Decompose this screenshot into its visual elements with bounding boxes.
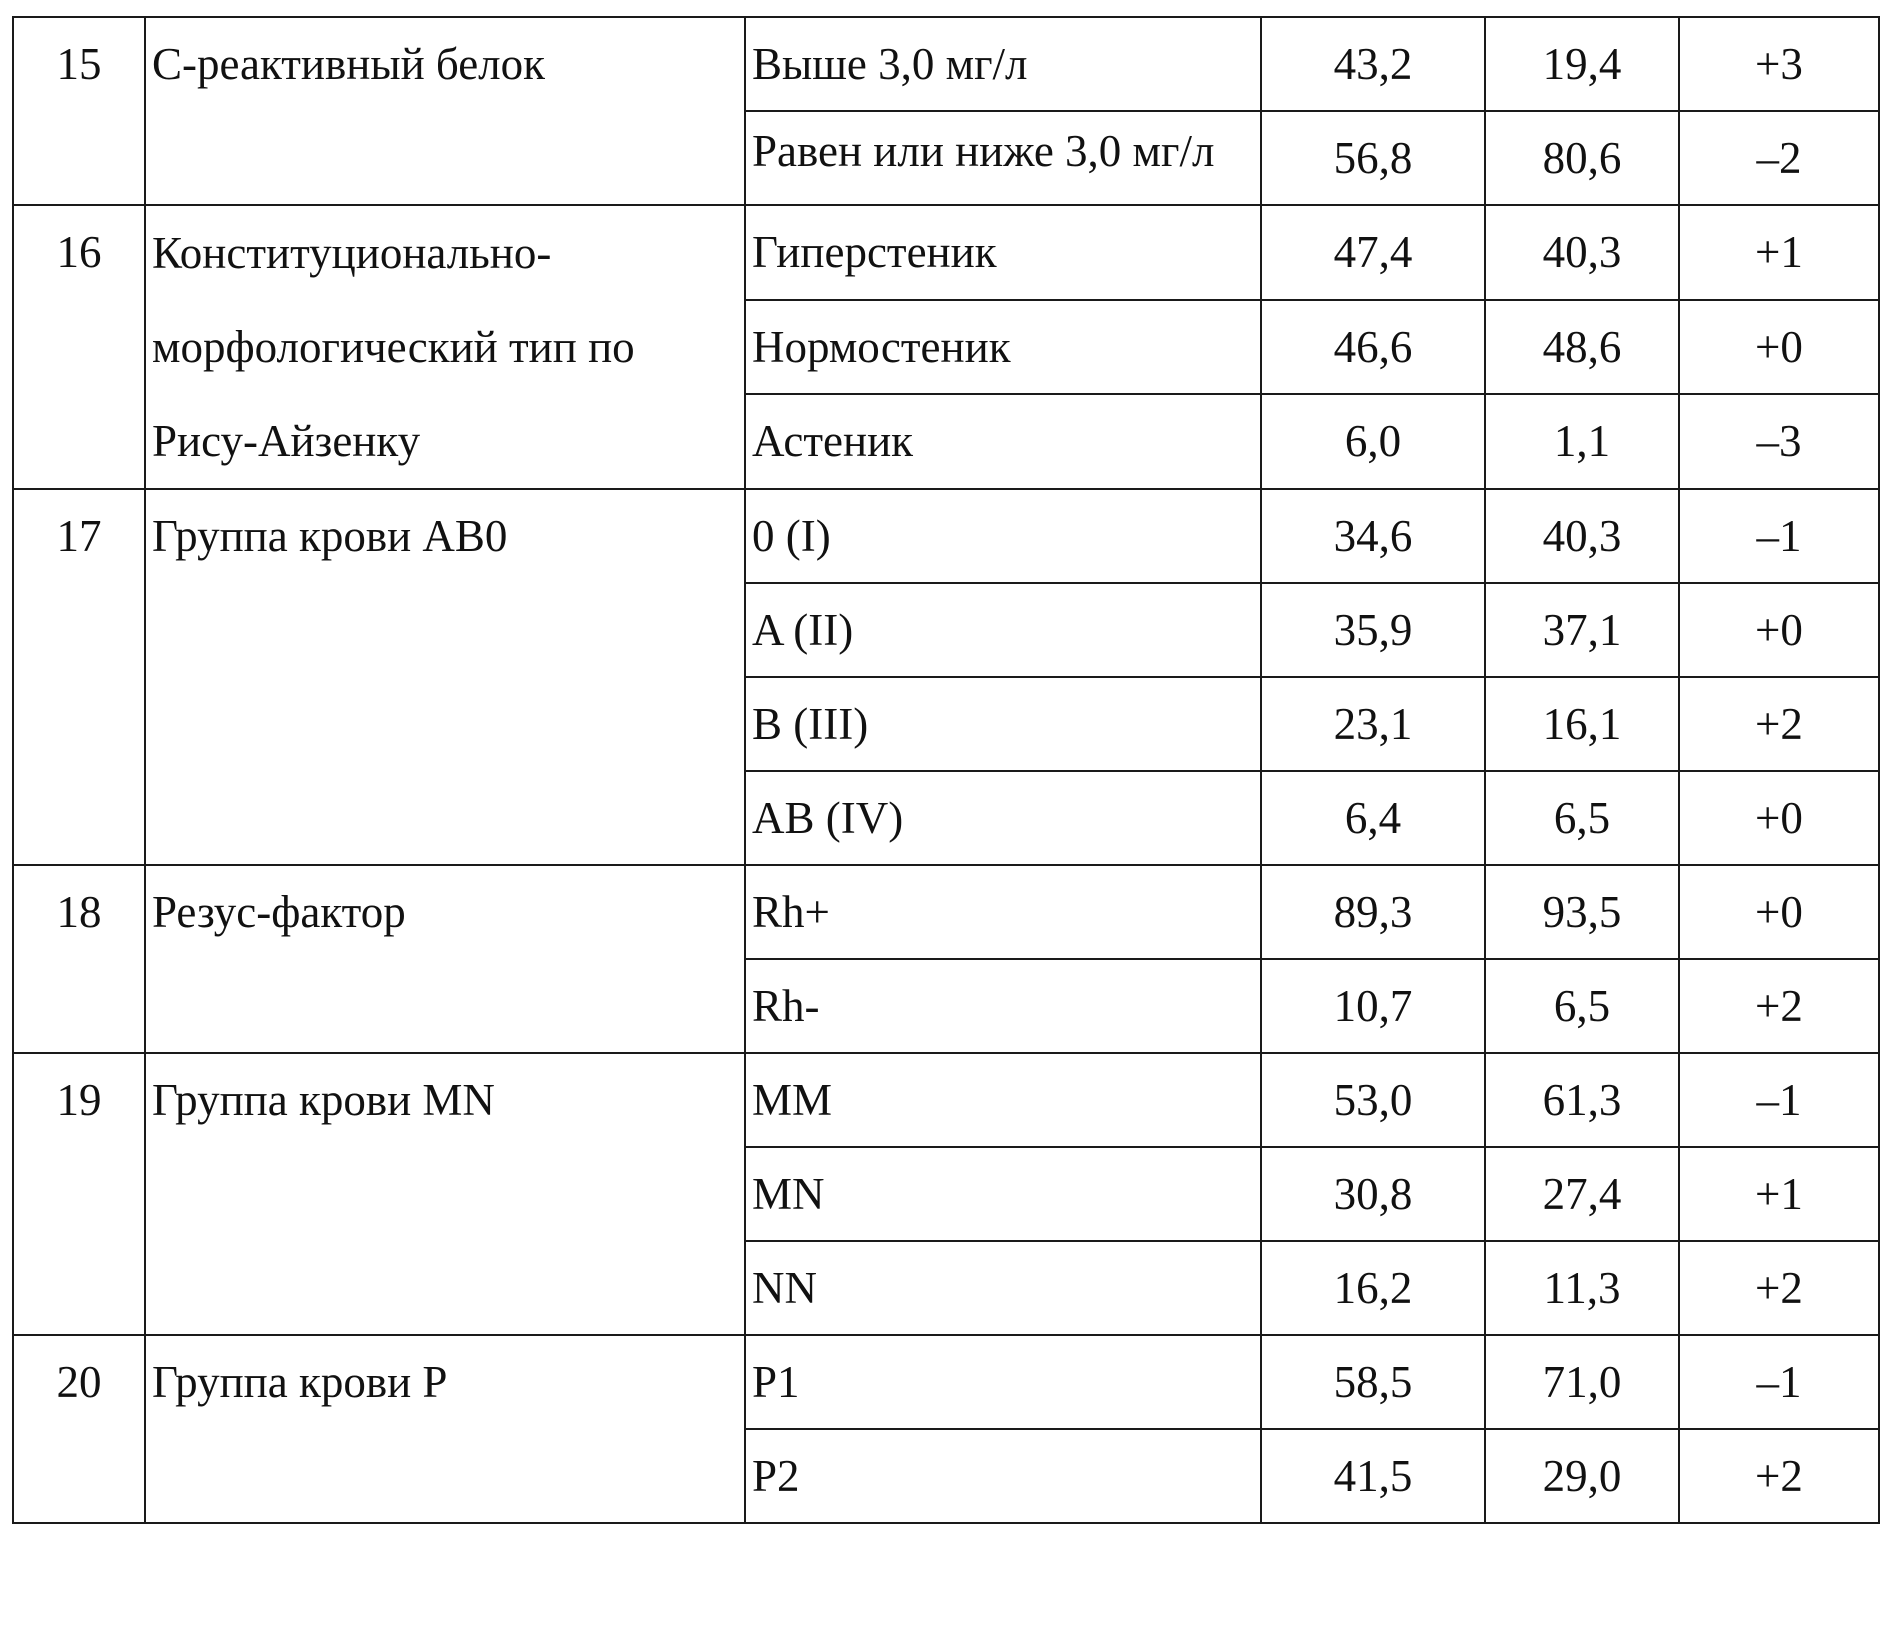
table-row [13,17,1879,111]
group-b-percent: 80,6 [1485,111,1679,205]
score: –3 [1679,394,1879,489]
score: +0 [1679,865,1879,959]
table-body [13,17,1879,1523]
group-a-percent: 56,8 [1261,111,1485,205]
value-category: B (III) [745,677,1261,771]
group-a-percent: 6,0 [1261,394,1485,489]
group-b-percent: 16,1 [1485,677,1679,771]
group-a-percent: 35,9 [1261,583,1485,677]
value-category: AB (IV) [745,771,1261,865]
row-number: 15 [13,17,145,205]
row-number: 20 [13,1335,145,1523]
group-b-percent: 93,5 [1485,865,1679,959]
parameter-name: Конституционально-морфологический тип по Рису-Айзенку [145,205,745,489]
row-number: 18 [13,865,145,1053]
group-a-percent: 34,6 [1261,489,1485,583]
value-category: Rh- [745,959,1261,1053]
value-category: MM [745,1053,1261,1147]
row-number: 17 [13,489,145,865]
value-category: Равен или ниже 3,0 мг/л [745,111,1261,205]
score: +3 [1679,17,1879,111]
group-a-percent: 89,3 [1261,865,1485,959]
row-number: 19 [13,1053,145,1335]
score: +1 [1679,1147,1879,1241]
parameter-name: Группа крови MN [145,1053,745,1335]
parameter-name: Группа крови Р [145,1335,745,1523]
group-b-percent: 29,0 [1485,1429,1679,1523]
group-a-percent: 6,4 [1261,771,1485,865]
value-category: P2 [745,1429,1261,1523]
value-category: Нормостеник [745,300,1261,395]
group-b-percent: 6,5 [1485,959,1679,1053]
table-row [13,865,1879,959]
group-a-percent: 46,6 [1261,300,1485,395]
score: +2 [1679,677,1879,771]
value-category: P1 [745,1335,1261,1429]
score: +1 [1679,205,1879,300]
row-number: 16 [13,205,145,489]
group-a-percent: 16,2 [1261,1241,1485,1335]
group-b-percent: 61,3 [1485,1053,1679,1147]
group-b-percent: 48,6 [1485,300,1679,395]
score: –1 [1679,489,1879,583]
value-category: Астеник [745,394,1261,489]
group-a-percent: 47,4 [1261,205,1485,300]
group-a-percent: 30,8 [1261,1147,1485,1241]
group-a-percent: 10,7 [1261,959,1485,1053]
group-b-percent: 19,4 [1485,17,1679,111]
score: –1 [1679,1053,1879,1147]
value-category: Выше 3,0 мг/л [745,17,1261,111]
group-a-percent: 58,5 [1261,1335,1485,1429]
score: +2 [1679,1241,1879,1335]
group-a-percent: 53,0 [1261,1053,1485,1147]
table-row [13,205,1879,300]
value-category: NN [745,1241,1261,1335]
score: +0 [1679,300,1879,395]
parameter-name: Резус-фактор [145,865,745,1053]
group-a-percent: 23,1 [1261,677,1485,771]
value-category: A (II) [745,583,1261,677]
parameter-name: Группа крови АВ0 [145,489,745,865]
score: –2 [1679,111,1879,205]
data-table [12,16,1880,1524]
group-b-percent: 37,1 [1485,583,1679,677]
value-category: MN [745,1147,1261,1241]
group-b-percent: 71,0 [1485,1335,1679,1429]
group-b-percent: 1,1 [1485,394,1679,489]
table-row [13,1053,1879,1147]
parameter-name: С-реактивный белок [145,17,745,205]
value-category: Гиперстеник [745,205,1261,300]
group-b-percent: 40,3 [1485,205,1679,300]
group-a-percent: 43,2 [1261,17,1485,111]
group-b-percent: 27,4 [1485,1147,1679,1241]
score: +2 [1679,959,1879,1053]
value-category: 0 (I) [745,489,1261,583]
score: +0 [1679,583,1879,677]
group-b-percent: 40,3 [1485,489,1679,583]
score: +2 [1679,1429,1879,1523]
table-row [13,489,1879,583]
group-a-percent: 41,5 [1261,1429,1485,1523]
score: +0 [1679,771,1879,865]
group-b-percent: 6,5 [1485,771,1679,865]
group-b-percent: 11,3 [1485,1241,1679,1335]
score: –1 [1679,1335,1879,1429]
value-category: Rh+ [745,865,1261,959]
table-row [13,1335,1879,1429]
